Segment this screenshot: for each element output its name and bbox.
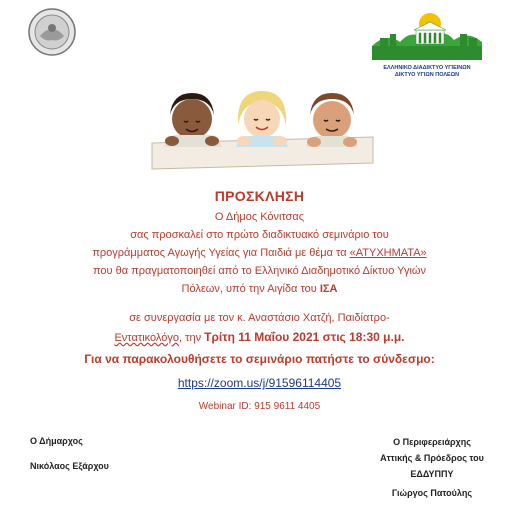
healthy-cities-logo — [372, 12, 482, 78]
text-date — [0, 330, 519, 344]
signature-right-role2: Αττικής & Πρόεδρος του — [380, 453, 484, 463]
text-program — [0, 247, 519, 259]
text-call-to-action: Για να παρακολουθήσετε το σεμινάριο πατήστε το σύνδεσμο: — [84, 352, 435, 366]
zoom-link[interactable]: https://zoom.us/j/91596114405 — [177, 376, 342, 390]
signature-right-org: ΕΔΔΥΠΠΥ — [410, 469, 454, 479]
text-auspices-main: Πόλεων, υπό την Αιγίδα του — [181, 283, 320, 295]
children-illustration — [150, 85, 375, 170]
text-isa: ΙΣΑ — [319, 283, 338, 295]
signature-right-role: Ο Περιφερειάρχης — [393, 437, 471, 447]
text-date-time: Τρίτη 11 Μαΐου 2021 στις 18:30 μ.μ. — [204, 330, 405, 344]
signature-right-name: Γιώργος Πατούλης — [391, 488, 473, 498]
logo-text-line1: ΕΛΛΗΝΙΚΟ ΔΙΑΔΙΚΤΥΟ ΥΓΙΕΙΝΩΝ — [383, 65, 471, 71]
webinar-id: Webinar ID: 915 9611 4405 — [198, 401, 321, 412]
text-topic: «ΑΤΥΧΗΜΑΤΑ» — [349, 247, 427, 259]
text-date-sep: , την — [179, 332, 205, 344]
text-invites: σας προσκαλεί στο πρώτο διαδικτυακό σεμινάριο του — [130, 229, 389, 241]
text-auspices — [0, 283, 519, 295]
text-collaboration: σε συνεργασία με τον κ. Αναστάσιο Χατζή, Παιδίατρο- — [129, 312, 390, 324]
municipality-seal — [28, 8, 76, 56]
text-municipality: Ο Δήμος Κόνιτσας — [214, 211, 305, 223]
text-specialty: Εντατικολόγο — [114, 332, 179, 344]
text-organizer: που θα πραγματοποιηθεί από το Ελληνικό Διαδημοτικό Δίκτυο Υγιών — [92, 265, 427, 277]
signature-left-name: Νικόλαος Εξάρχου — [30, 461, 109, 471]
text-program-main: προγράμματος Αγωγής Υγείας για Παιδιά με θέμα τα — [92, 247, 350, 259]
logo-text-line2: ΔΙΚΤΥΟ ΥΓΙΩΝ ΠΟΛΕΩΝ — [394, 72, 460, 78]
invitation-title: ΠΡΟΣΚΛΗΣΗ — [214, 188, 305, 204]
signature-left-role: Ο Δήμαρχος — [30, 436, 83, 446]
